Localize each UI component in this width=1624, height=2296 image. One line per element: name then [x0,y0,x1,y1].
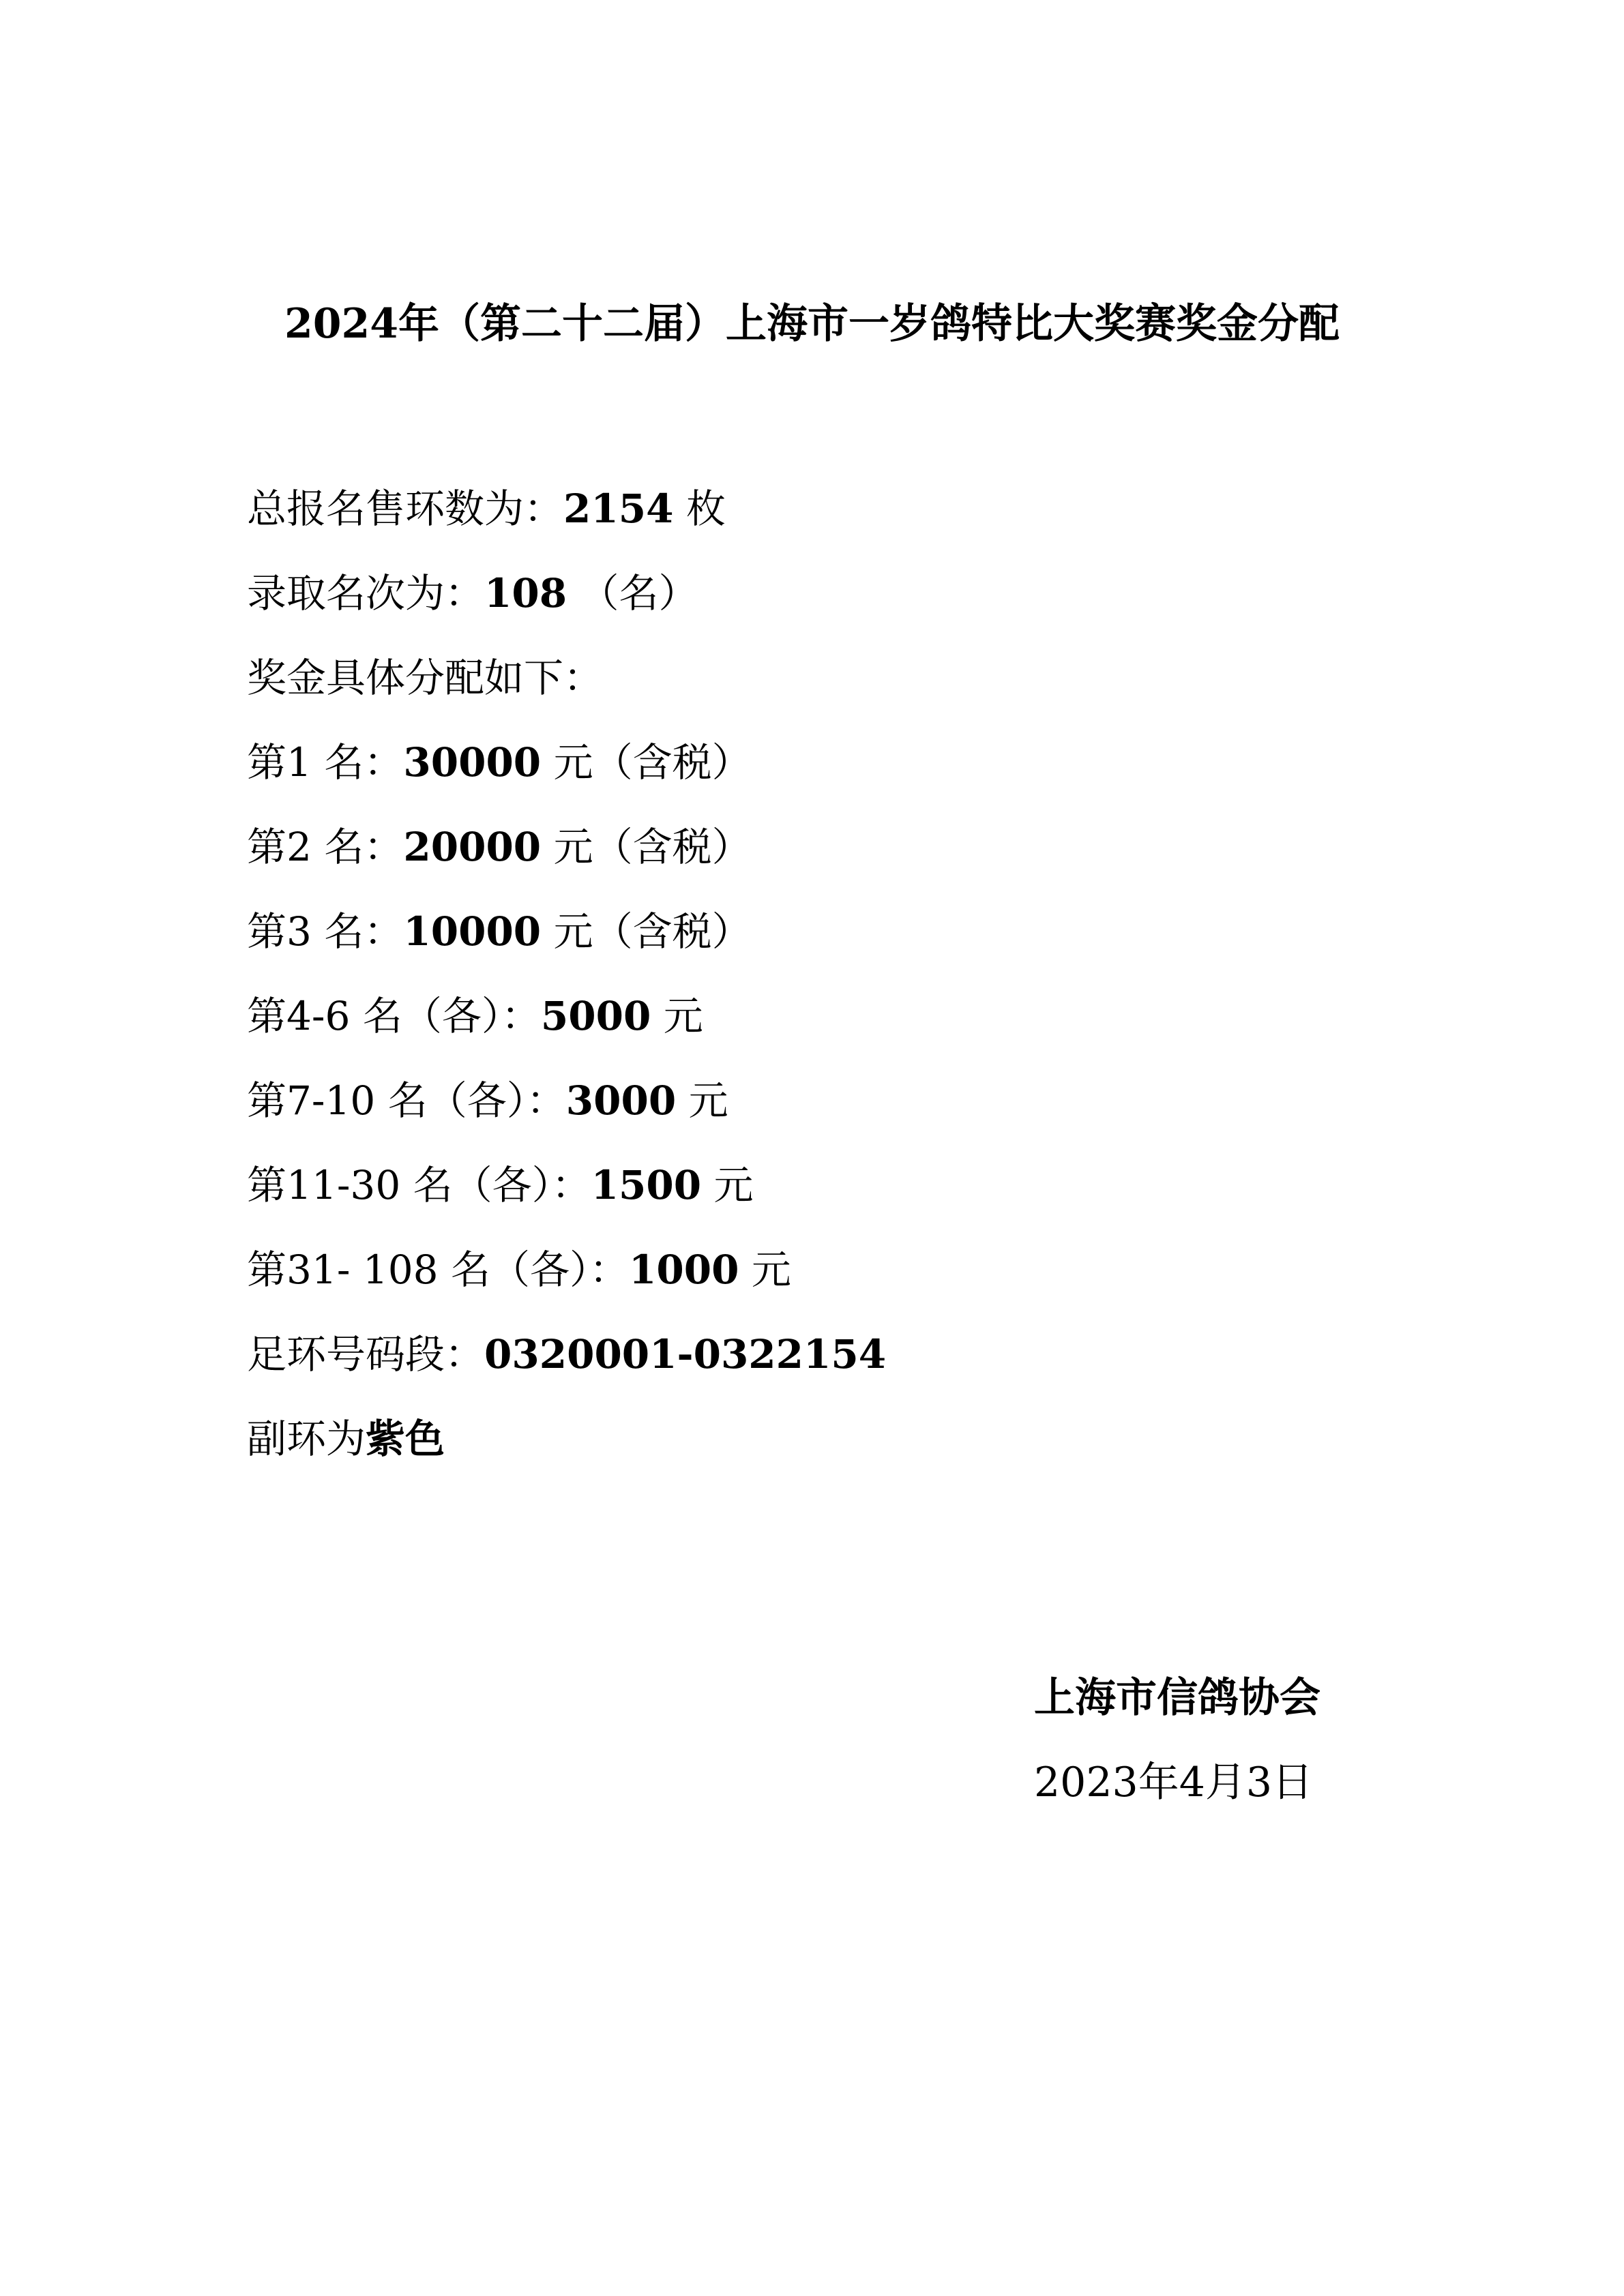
prize-prefix: 第 [247,993,287,1039]
prize-suffix: 名（各）： [451,1247,630,1293]
prize-unit: 元（含税） [553,908,752,955]
ring-range-line [247,1312,1406,1397]
document-body [247,466,1406,1481]
prize-prefix: 第 [247,1247,287,1293]
distribution-intro: 奖金具体分配如下： [247,655,604,701]
sub-ring-color: 紫色 [366,1416,445,1462]
prize-amount: 3000 [565,1077,677,1124]
prize-amount: 1500 [591,1162,702,1208]
prize-rank: 3 [286,908,312,955]
prize-line [247,1143,1406,1227]
prize-prefix: 第 [247,908,287,955]
prize-line [247,889,1406,974]
prize-rank: 11-30 [286,1162,401,1208]
prize-unit: 元 [751,1247,791,1293]
prize-prefix: 第 [247,1077,287,1124]
prize-unit: 元 [688,1077,728,1124]
sub-ring-label: 副环为 [247,1416,366,1462]
prize-rank: 1 [286,739,312,786]
prize-unit: 元 [713,1162,754,1208]
document-title: 2024年（第二十二届）上海市一岁鸽特比大奖赛奖金分配 [284,300,1340,348]
winners-unit: （名） [579,570,698,616]
signature-date: 2023年4月3日 [1034,1759,1314,1806]
winners-label: 录取名次为： [247,570,485,616]
ring-range-label: 足环号码段： [247,1331,485,1377]
prize-amount: 10000 [403,908,542,955]
prize-amount: 5000 [540,993,651,1039]
prize-unit: 元 [663,993,703,1039]
prize-line [247,974,1406,1058]
prize-rank: 7-10 [286,1077,376,1124]
prize-amount: 1000 [629,1247,739,1293]
prize-line [247,720,1406,805]
winners-value: 108 [484,570,567,616]
prize-rank: 31- 108 [286,1247,439,1293]
prize-prefix: 第 [247,739,287,786]
prize-amount: 20000 [403,824,542,870]
prize-suffix: 名： [324,739,404,786]
total-rings-line [247,466,1406,551]
prize-suffix: 名（各）： [413,1162,591,1208]
prize-amount: 30000 [403,739,542,786]
total-rings-label: 总报名售环数为： [247,486,564,532]
signature-block [1034,1656,1580,1825]
signature-organization: 上海市信鸽协会 [1034,1674,1320,1722]
prize-line [247,805,1406,889]
prize-suffix: 名（各）： [387,1077,566,1124]
prize-prefix: 第 [247,1162,287,1208]
total-rings-value: 2154 [563,486,674,532]
prize-suffix: 名： [324,908,404,955]
ring-range-value: 0320001-0322154 [484,1331,887,1377]
prize-rank: 2 [286,824,312,870]
winners-line [247,551,1406,636]
prize-rank: 4-6 [286,993,351,1039]
total-rings-unit: 枚 [685,486,726,532]
prize-line [247,1058,1406,1143]
prize-line [247,1227,1406,1312]
prize-suffix: 名： [324,824,404,870]
prize-unit: 元（含税） [553,824,752,870]
prize-suffix: 名（各）： [362,993,541,1039]
prize-unit: 元（含税） [553,739,752,786]
sub-ring-line [247,1397,1406,1481]
prize-prefix: 第 [247,824,287,870]
